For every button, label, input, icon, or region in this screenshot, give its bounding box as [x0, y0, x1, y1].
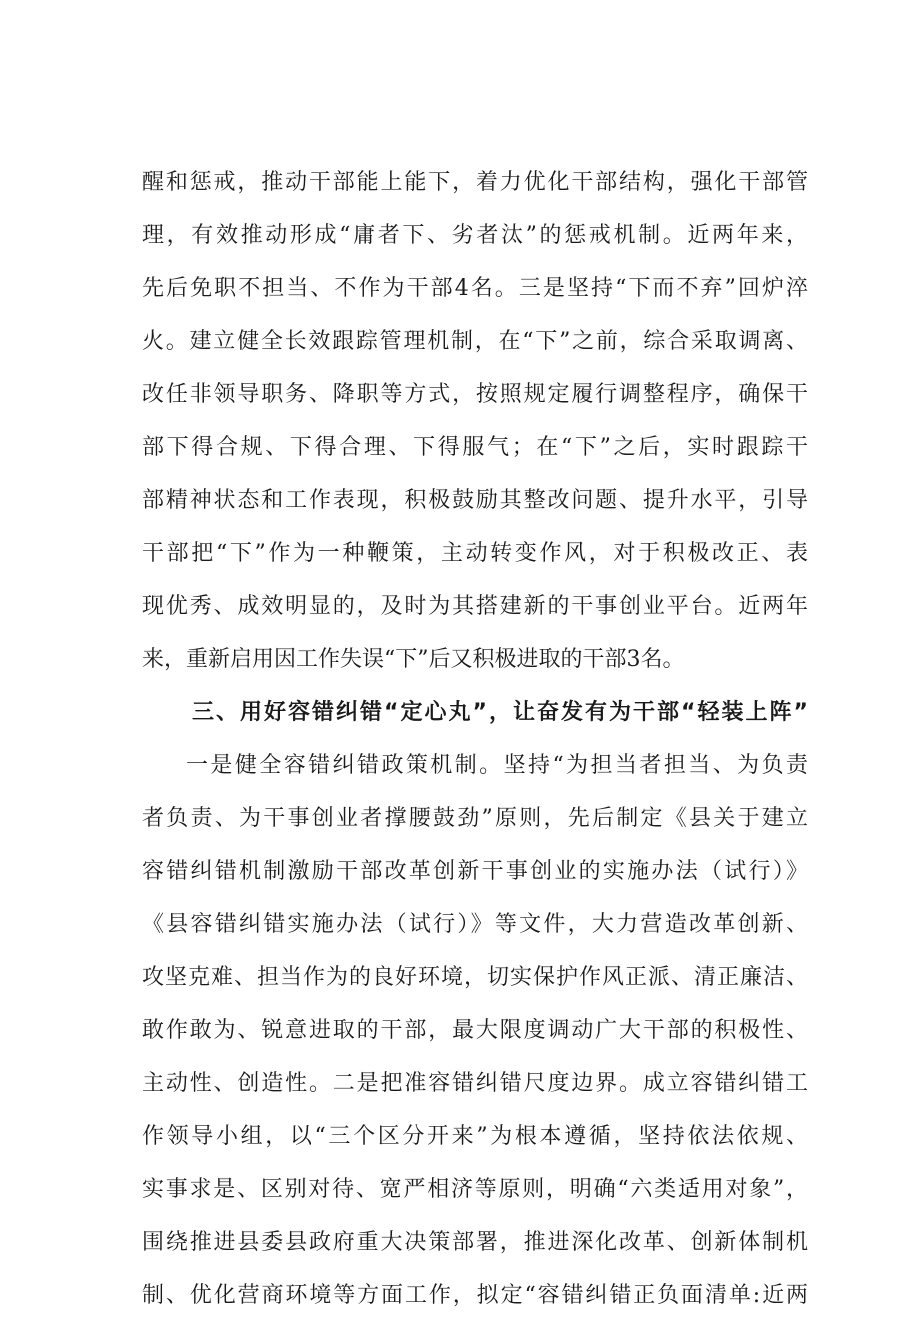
text-line: 火。建立健全长效跟踪管理机制，在“下”之前，综合采取调离、	[142, 329, 808, 354]
text-line: 实事求是、区别对待、宽严相济等原则，明确“六类适用对象”，	[142, 1177, 808, 1202]
text-line: 部下得合规、下得合理、下得服气；在“下”之后，实时跟踪干	[142, 435, 808, 460]
text-line: 者负责、为干事创业者撑腰鼓劲”原则，先后制定《县关于建立	[142, 806, 808, 831]
document-page	[142, 156, 808, 1322]
text-line: 来，重新启用因工作失误“下”后又积极进取的干部3名。	[142, 647, 685, 672]
text-line: 部精神状态和工作表现，积极鼓励其整改问题、提升水平，引导	[142, 488, 808, 513]
paragraph-1	[142, 156, 808, 686]
text-line: 醒和惩戒，推动干部能上能下，着力优化干部结构，强化干部管	[142, 170, 808, 195]
text-line: 容错纠错机制激励干部改革创新干事创业的实施办法（试行）》	[142, 859, 808, 884]
section-heading: 三、用好容错纠错“定心丸”，让奋发有为干部“轻装上阵”	[192, 700, 808, 725]
text-line: 干部把“下”作为一种鞭策，主动转变作风，对于积极改正、表	[142, 541, 808, 566]
text-line: 一是健全容错纠错政策机制。坚持“为担当者担当、为负责	[186, 753, 808, 778]
text-line: 先后免职不担当、不作为干部4名。三是坚持“下而不弃”回炉淬	[142, 276, 808, 301]
text-line: 作领导小组，以“三个区分开来”为根本遵循，坚持依法依规、	[142, 1124, 808, 1149]
text-line: 制、优化营商环境等方面工作，拟定“容错纠错正负面清单:近两	[142, 1283, 808, 1308]
paragraph-2	[142, 739, 808, 1322]
text-line: 《县容错纠错实施办法（试行）》等文件，大力营造改革创新、	[142, 912, 808, 937]
text-line: 主动性、创造性。二是把准容错纠错尺度边界。成立容错纠错工	[142, 1071, 808, 1096]
text-line: 围绕推进县委县政府重大决策部署，推进深化改革、创新体制机	[142, 1230, 808, 1255]
text-line: 现优秀、成效明显的，及时为其搭建新的干事创业平台。近两年	[142, 594, 808, 619]
text-line: 改任非领导职务、降职等方式，按照规定履行调整程序，确保干	[142, 382, 808, 407]
text-line: 理，有效推动形成“庸者下、劣者汰”的惩戒机制。近两年来，	[142, 223, 808, 248]
text-line: 敢作敢为、锐意进取的干部，最大限度调动广大干部的积极性、	[142, 1018, 808, 1043]
text-line: 攻坚克难、担当作为的良好环境，切实保护作风正派、清正廉洁、	[142, 965, 808, 990]
